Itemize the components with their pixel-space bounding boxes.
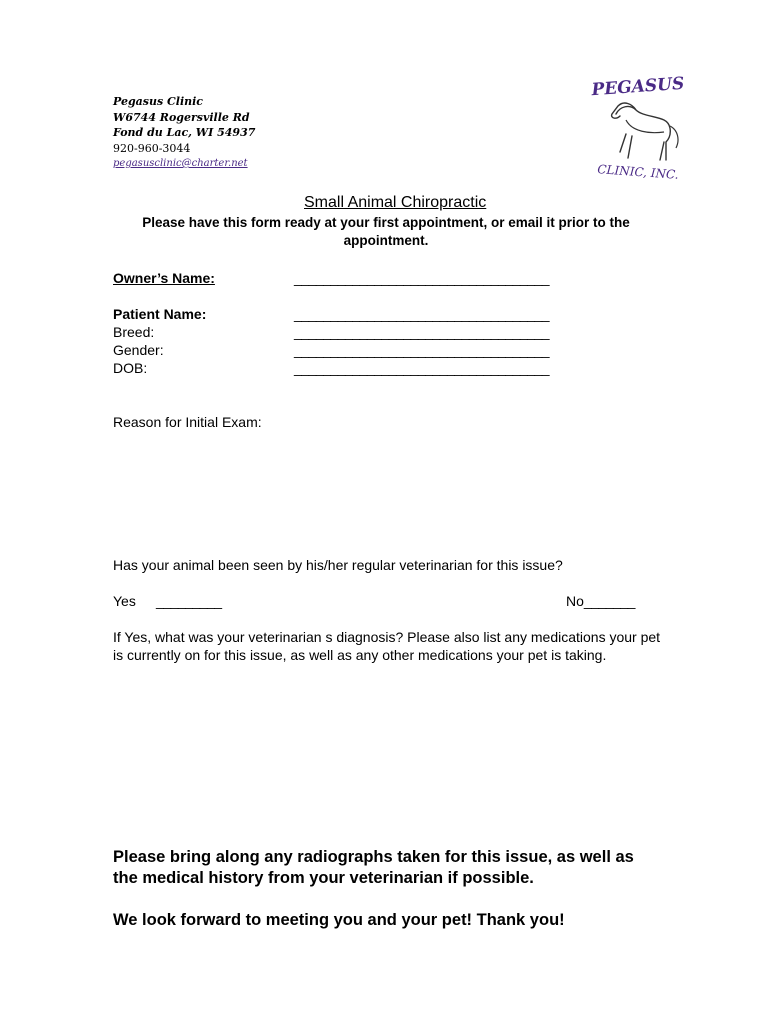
clinic-name: Pegasus Clinic <box>113 95 203 108</box>
clinic-address <box>113 94 255 172</box>
breed-field[interactable]: ___________________________________ <box>294 324 550 340</box>
diagnosis-answer-area[interactable] <box>113 686 653 836</box>
breed-label: Breed: <box>113 324 155 340</box>
reason-label: Reason for Initial Exam: <box>113 414 262 430</box>
gender-field[interactable]: ___________________________________ <box>294 342 550 358</box>
clinic-logo <box>586 70 690 182</box>
no-label: No <box>566 593 584 609</box>
clinic-city: Fond du Lac, WI 54937 <box>113 126 256 139</box>
reason-answer-area[interactable] <box>113 436 653 546</box>
owner-name-label: Owner’s Name: <box>113 270 215 286</box>
dob-label: DOB: <box>113 360 148 376</box>
yes-field[interactable]: _________ <box>156 593 222 609</box>
logo-bottom-text: CLINIC, INC. <box>596 162 680 182</box>
clinic-phone: 920-960-3044 <box>113 141 191 155</box>
horse-logo-icon <box>586 70 690 182</box>
no-field[interactable]: _______ <box>583 593 635 609</box>
owner-name-field[interactable]: ___________________________________ <box>294 270 550 286</box>
form-title: Small Animal Chiropractic <box>304 194 487 211</box>
radiographs-note: Please bring along any radiographs taken for this issue, as well as the medical history from your veterinarian if possible. <box>113 848 634 887</box>
clinic-street: W6744 Rogersville Rd <box>113 110 250 124</box>
logo-top-text: PEGASUS <box>590 73 685 101</box>
patient-name-field[interactable]: ___________________________________ <box>294 306 550 322</box>
diagnosis-question: If Yes, what was your veterinarian s diagnosis? Please also list any medications your pet is currently on for this issue, as well as any other medications your pet is taking. <box>113 629 661 663</box>
thanks-note: We look forward to meeting you and your pet! Thank you! <box>113 911 565 929</box>
seen-question: Has your animal been seen by his/her regular veterinarian for this issue? <box>113 557 563 573</box>
form-notice: Please have this form ready at your first appointment, or email it prior to the appointment. <box>142 215 630 248</box>
dob-field[interactable]: ___________________________________ <box>294 360 550 376</box>
gender-label: Gender: <box>113 342 164 358</box>
patient-name-label: Patient Name: <box>113 306 207 322</box>
no-option <box>566 593 635 609</box>
clinic-email-link[interactable]: pegasusclinic@charter.net <box>113 158 248 169</box>
yes-label: Yes <box>113 593 136 609</box>
